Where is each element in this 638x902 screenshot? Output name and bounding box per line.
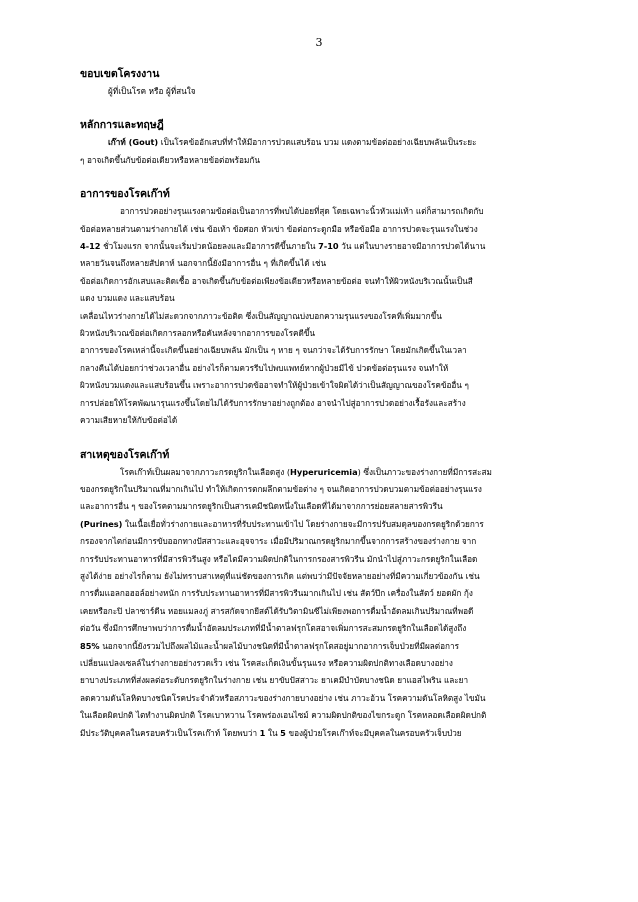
causes-line: 85% นอกจากนี้ยังรวมไปถึงผลไม้และน้ำผลไม้บางชนิดที่มีน้ำตาลฟรุกโตสอยู่มากอาการเจ็บป่วยที่มีผลต่อการ — [80, 640, 459, 651]
symptoms-line: 4-12 ชั่วโมงแรก จากนั้นจะเริ่มปวดน้อยลงและมีอาการดีขึ้นภายใน 7-10 วัน แต่ในบางรายอาจมีอาการปวดได้นาน — [80, 241, 486, 252]
principles-line-1: เก๊าท์ (Gout) เป็นโรคข้ออักเสบที่ทำให้มีอาการปวดแสบร้อน บวม แดงตามข้อต่ออย่างเฉียบพลันเป็นระยะ — [108, 137, 477, 148]
symptoms-line: เคลื่อนไหวร่างกายได้ไม่สะดวกจากภาวะข้อติด ซึ่งเป็นสัญญาณบ่งบอกความรุนแรงของโรคที่เพิ่มมากขึ้น — [80, 310, 442, 321]
scope-heading: ขอบเขตโครงงาน — [80, 68, 160, 80]
principles-line-2: ๆ อาจเกิดขึ้นกับข้อต่อเดียวหรือหลายข้อต่อพร้อมกัน — [80, 154, 260, 165]
causes-line: และอาการอื่น ๆ ของโรคตามมากรดยูริกเป็นสารเคมีชนิดหนึ่งในเลือดที่ได้มาจากการย่อยสลายสารพิวรีน — [80, 501, 443, 512]
causes-line: โรคเก๊าท์เป็นผลมาจากภาวะกรดยูริกในเลือดสูง (Hyperuricemia) ซึ่งเป็นภาวะของร่างกายที่มีการสะสม — [120, 466, 492, 477]
symptoms-line: ข้อต่อเกิดการอักเสบและติดเชื้อ อาจเกิดขึ้นกับข้อต่อเพียงข้อเดียวหรือหลายข้อต่อ จนทำให้ผิวหนังบริเวณนั้นเป็นสี — [80, 275, 473, 286]
causes-line: สูงได้ง่าย อย่างไรก็ตาม ยังไม่ทราบสาเหตุที่แน่ชัดของการเกิด แต่พบว่ามีปัจจัยหลายอย่างที่มีความเกี่ยวข้องกัน เช่น — [80, 570, 480, 581]
symptoms-line: ผิวหนังบริเวณข้อต่อเกิดการลอกหรือคันหลังจากอาการของโรคดีขึ้น — [80, 328, 315, 339]
causes-line: ลดความดันโลหิตบางชนิดโรคประจำตัวหรือสภาวะของร่างกายบางอย่าง เช่น ภาวะอ้วน โรคความดันโลหิตสูง ไขมัน — [80, 692, 486, 703]
causes-line: ต่อวัน ซึ่งมีการศึกษาพบว่าการดื่มน้ำอัดลมประเภทที่มีน้ำตาลฟรุกโตสอาจเพิ่มการสะสมกรดยูริกในเลือดได้สูงถึง — [80, 623, 467, 634]
symptoms-line: อาการของโรคเหล่านี้จะเกิดขึ้นอย่างเฉียบพลัน มักเป็น ๆ หาย ๆ จนกว่าจะได้รับการรักษา โดยมักเกิดขึ้นในเวลา — [80, 345, 467, 356]
principles-heading: หลักการและทฤษฎี — [80, 119, 164, 132]
page-number: 3 — [315, 36, 323, 49]
symptoms-line: หลายวันจนถึงหลายสัปดาห์ นอกจากนี้ยังมีอาการอื่น ๆ ที่เกิดขึ้นได้ เช่น — [80, 258, 327, 269]
causes-line: (Purines) ในเนื้อเยื่อทั่วร่างกายและอาหารที่รับประทานเข้าไป โดยร่างกายจะมีการปรับสมดุลของกรดยูริกด้วยการ — [80, 518, 484, 529]
symptoms-line: ผิวหนังบวมแดงและแสบร้อนขึ้น เพราะอาการปวดข้ออาจทำให้ผู้ป่วยเข้าใจผิดได้ว่าเป็นสัญญาณของโรคข้ออื่น ๆ — [80, 380, 469, 391]
symptoms-line: การปล่อยให้โรคพัฒนารุนแรงขึ้นโดยไม่ได้รับการรักษาอย่างถูกต้อง อาจนำไปสู่อาการปวดอย่างเรื้อรังและสร้าง — [80, 397, 466, 408]
causes-line: ของกรดยูริกในปริมาณที่มากเกินไป ทำให้เกิดการตกผลึกตามข้อต่าง ๆ จนเกิดอาการปวดบวมตามข้อต่ออย่างรุนแรง — [80, 483, 482, 494]
causes-line: ในเลือดผิดปกติ ไตทำงานผิดปกติ โรคเบาหวาน โรคพร่องเอนไซม์ ความผิดปกติของไขกระดูก โรคหลอดเลือดผิดปกติ — [80, 710, 487, 721]
causes-heading: สาเหตุของโรคเก๊าท์ — [80, 448, 170, 461]
gout-term: เก๊าท์ (Gout) — [108, 137, 159, 148]
symptoms-heading: อาการของโรคเก๊าท์ — [80, 188, 170, 201]
symptoms-line: อาการปวดอย่างรุนแรงตามข้อต่อเป็นอาการที่พบได้บ่อยที่สุด โดยเฉพาะนิ้วหัวแม่เท้า แต่ก็สามารถเกิดกับ — [120, 206, 484, 217]
document-body — [80, 66, 580, 742]
symptoms-line: กลางคืนได้บ่อยกว่าช่วงเวลาอื่น อย่างไรก็ตามควรรีบไปพบแพทย์หากผู้ป่วยมีไข้ ปวดข้อต่อรุนแรง จนทำให้ — [80, 362, 449, 373]
symptoms-line: แดง บวมแดง และแสบร้อน — [80, 293, 175, 304]
causes-line: การดื่มแอลกอฮอล์อย่างหนัก การรับประทานอาหารที่มีสารพิวรีนมากเกินไป เช่น สัตว์ปีก เครื่องในสัตว์ ยอดผัก กุ้ง — [80, 588, 473, 599]
causes-line: เคยหรือกะปิ ปลาซาร์ดีน หอยแมลงภู่ สารสกัดจากยีสต์ได้รับวิตามินซีไม่เพียงพอการดื่มน้ำอัดลมเกินปริมาณที่พอดี — [80, 605, 474, 616]
causes-line: ยาบางประเภทที่ส่งผลต่อระดับกรดยูริกในร่างกาย เช่น ยาขับปัสสาวะ ยาเคมีบำบัดบางชนิด ยาแอสไพริน และยา — [80, 675, 469, 686]
causes-line: มีประวัติบุคคลในครอบครัวเป็นโรคเก๊าท์ โดยพบว่า 1 ใน 5 ของผู้ป่วยโรคเก๊าท์จะมีบุคคลในครอบครัวเจ็บป่วย — [80, 727, 462, 738]
symptoms-line: ข้อต่อหลายส่วนตามร่างกายได้ เช่น ข้อเท้า ข้อศอก หัวเข่า ข้อต่อกระดูกมือ หรือข้อมือ อาการปวดจะรุนแรงในช่วง — [80, 223, 478, 234]
symptoms-line: ความเสียหายให้กับข้อต่อได้ — [80, 415, 178, 426]
causes-line: การรับประทานอาหารที่มีสารพิวรีนสูง หรือไตมีความผิดปกติในการกรองสารพิวรีน มักนำไปสู่ภาวะกรดยูริกในเลือด — [80, 553, 478, 564]
scope-text: ผู้ที่เป็นโรค หรือ ผู้ที่สนใจ — [108, 86, 196, 96]
causes-line: เปลี่ยนแปลงเซลล์ในร่างกายอย่างรวดเร็ว เช่น โรคสะเก็ดเงินขั้นรุนแรง หรือความผิดปกติทางเลือดบางอย่าง — [80, 657, 453, 668]
causes-line: กรองจากไตก่อนมีการขับออกทางปัสสาวะและอุจจาระ เมื่อมีปริมาณกรดยูริกมากขึ้นจากการสร้างของร่างกาย จาก — [80, 536, 477, 547]
